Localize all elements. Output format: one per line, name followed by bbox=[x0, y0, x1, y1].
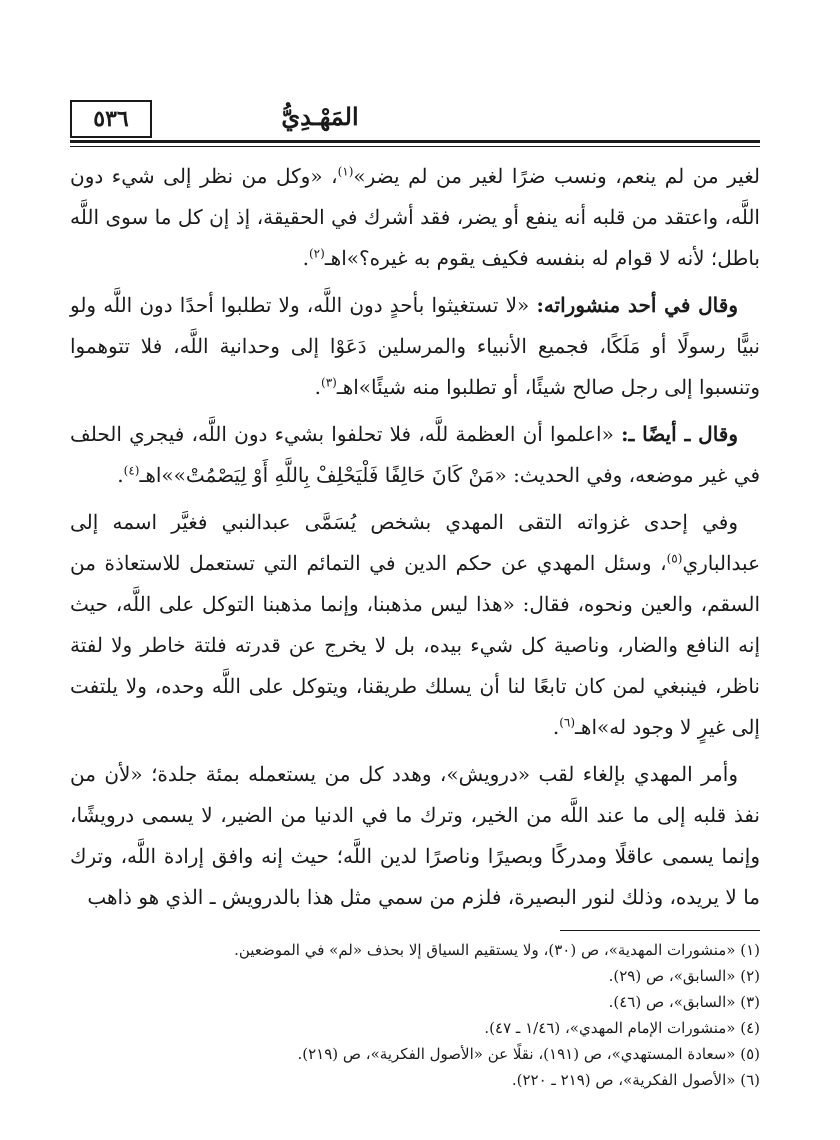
footnote: (٥) «سعادة المستهدي»، ص (١٩١)، نقلًا عن «الأصول الفكرية»، ص (٢١٩). bbox=[297, 1045, 760, 1063]
paragraph-text-cont: ، «وكل من نظر إلى شيء دون اللَّه، واعتقد من قلبه أنه ينفع أو يضر، فقد أشرك في الحقيقة، إذ إن كل ما سوى اللَّه باطل؛ لأنه لا قوام له بنفسه فكيف يقوم به غيره؟»اهـ bbox=[70, 164, 760, 270]
footnote: (٢) «السابق»، ص (٢٩). bbox=[608, 967, 760, 985]
footnote: (٣) «السابق»، ص (٤٦). bbox=[608, 993, 760, 1011]
paragraph bbox=[70, 414, 760, 496]
header-rule-thin bbox=[70, 146, 760, 147]
running-title: المَهْـدِيُّ bbox=[281, 102, 359, 131]
paragraph bbox=[70, 754, 760, 918]
paragraph-text: «لا تستغيثوا بأحدٍ دون اللَّه، ولا تطلبوا أحدًا دون اللَّه ولو نبيًّا رسولًا أو مَلَكًا، فجميع الأنبياء والمرسلين دَعَوْا إلى وحدانية اللَّه، فلا تتوهموا وتنسبوا إلى رجل صالح شيئًا، أو تطلبوا منه شيئًا»اهـ bbox=[70, 293, 760, 399]
paragraph-end: . bbox=[552, 715, 560, 739]
paragraph-text: لغير من لم ينعم، ونسب ضرًا لغير من لم يضر» bbox=[353, 164, 760, 188]
footnote-ref: (٥) bbox=[666, 551, 683, 566]
paragraph-end: . bbox=[314, 375, 322, 399]
paragraph-text-cont: ، وسئل المهدي عن حكم الدين في التمائم التي تستعمل للاستعاذة من السقم، والعين ونحوه، فقال: «هذا ليس مذهبنا، وإنما مذهبنا التوكل على اللَّه، حيث إنه النافع والضار، وناصية كل شيء بيده، بل لا يخرج عن قدرته فلتة خاطر ولا لفتة ناظر، فينبغي لمن كان تابعًا لنا أن يسلك طريقنا، ويتوكل على اللَّه وحده، ولا يلتفت إلى غيرٍ لا وجود له»اهـ bbox=[70, 551, 760, 739]
header-rule bbox=[70, 140, 760, 143]
page-number: ٥٣٦ bbox=[70, 100, 152, 138]
footnote: (٦) «الأصول الفكرية»، ص (٢١٩ ـ ٢٢٠). bbox=[511, 1071, 760, 1089]
footnote-ref: (١) bbox=[337, 164, 354, 179]
paragraph-end: . bbox=[302, 246, 309, 270]
paragraph-text: «اعلموا أن العظمة للَّه، فلا تحلفوا بشيء دون اللَّه، فيجري الحلف في غير موضعه، وفي الحديث: «مَنْ كَانَ حَالِفًا فَلْيَحْلِفْ بِاللَّهِ أَوْ لِيَصْمُتْ»»اهـ bbox=[70, 422, 760, 487]
paragraph-lead: وقال ـ أيضًا ـ: bbox=[621, 422, 739, 446]
paragraph-text: وفي إحدى غزواته التقى المهدي بشخص يُسَمَّى عبدالنبي فغيَّر اسمه إلى عبدالباري bbox=[70, 510, 760, 575]
footnote: (١) «منشورات المهدية»، ص (٣٠)، ولا يستقيم السياق إلا بحذف «لم» في الموضعين. bbox=[234, 941, 760, 959]
footnotes bbox=[70, 937, 760, 1093]
paragraph-text: وأمر المهدي بإلغاء لقب «درويش»، وهدد كل من يستعمله بمئة جلدة؛ «لأن من نفذ قلبه إلى ما عند اللَّه من الخير، وترك ما في الدنيا من الضير، لا يسمى درويشًا، وإنما يسمى عاقلًا ومدركًا وبصيرًا وناصرًا لدين اللَّه؛ حيث إنه وافق إرادة اللَّه، وترك ما لا يريده، وذلك لنور البصيرة، فلزم من سمي مثل هذا بالدرويش ـ الذي هو ذاهب bbox=[70, 762, 760, 909]
footnote-separator bbox=[560, 930, 760, 931]
footnote-ref: (٤) bbox=[123, 463, 140, 478]
footnote-ref: (٣) bbox=[321, 375, 337, 390]
book-page bbox=[70, 90, 760, 1100]
page-header bbox=[70, 90, 760, 150]
footnote-ref: (٢) bbox=[308, 246, 325, 261]
body-text bbox=[70, 156, 760, 918]
paragraph bbox=[70, 285, 760, 408]
footnote: (٤) «منشورات الإمام المهدي»، (١/٤٦ ـ ٤٧). bbox=[484, 1019, 760, 1037]
paragraph bbox=[70, 156, 760, 279]
paragraph-lead: وقال في أحد منشوراته: bbox=[536, 293, 738, 317]
paragraph bbox=[70, 502, 760, 748]
paragraph-end: . bbox=[117, 463, 124, 487]
footnote-ref: (٦) bbox=[559, 715, 576, 730]
